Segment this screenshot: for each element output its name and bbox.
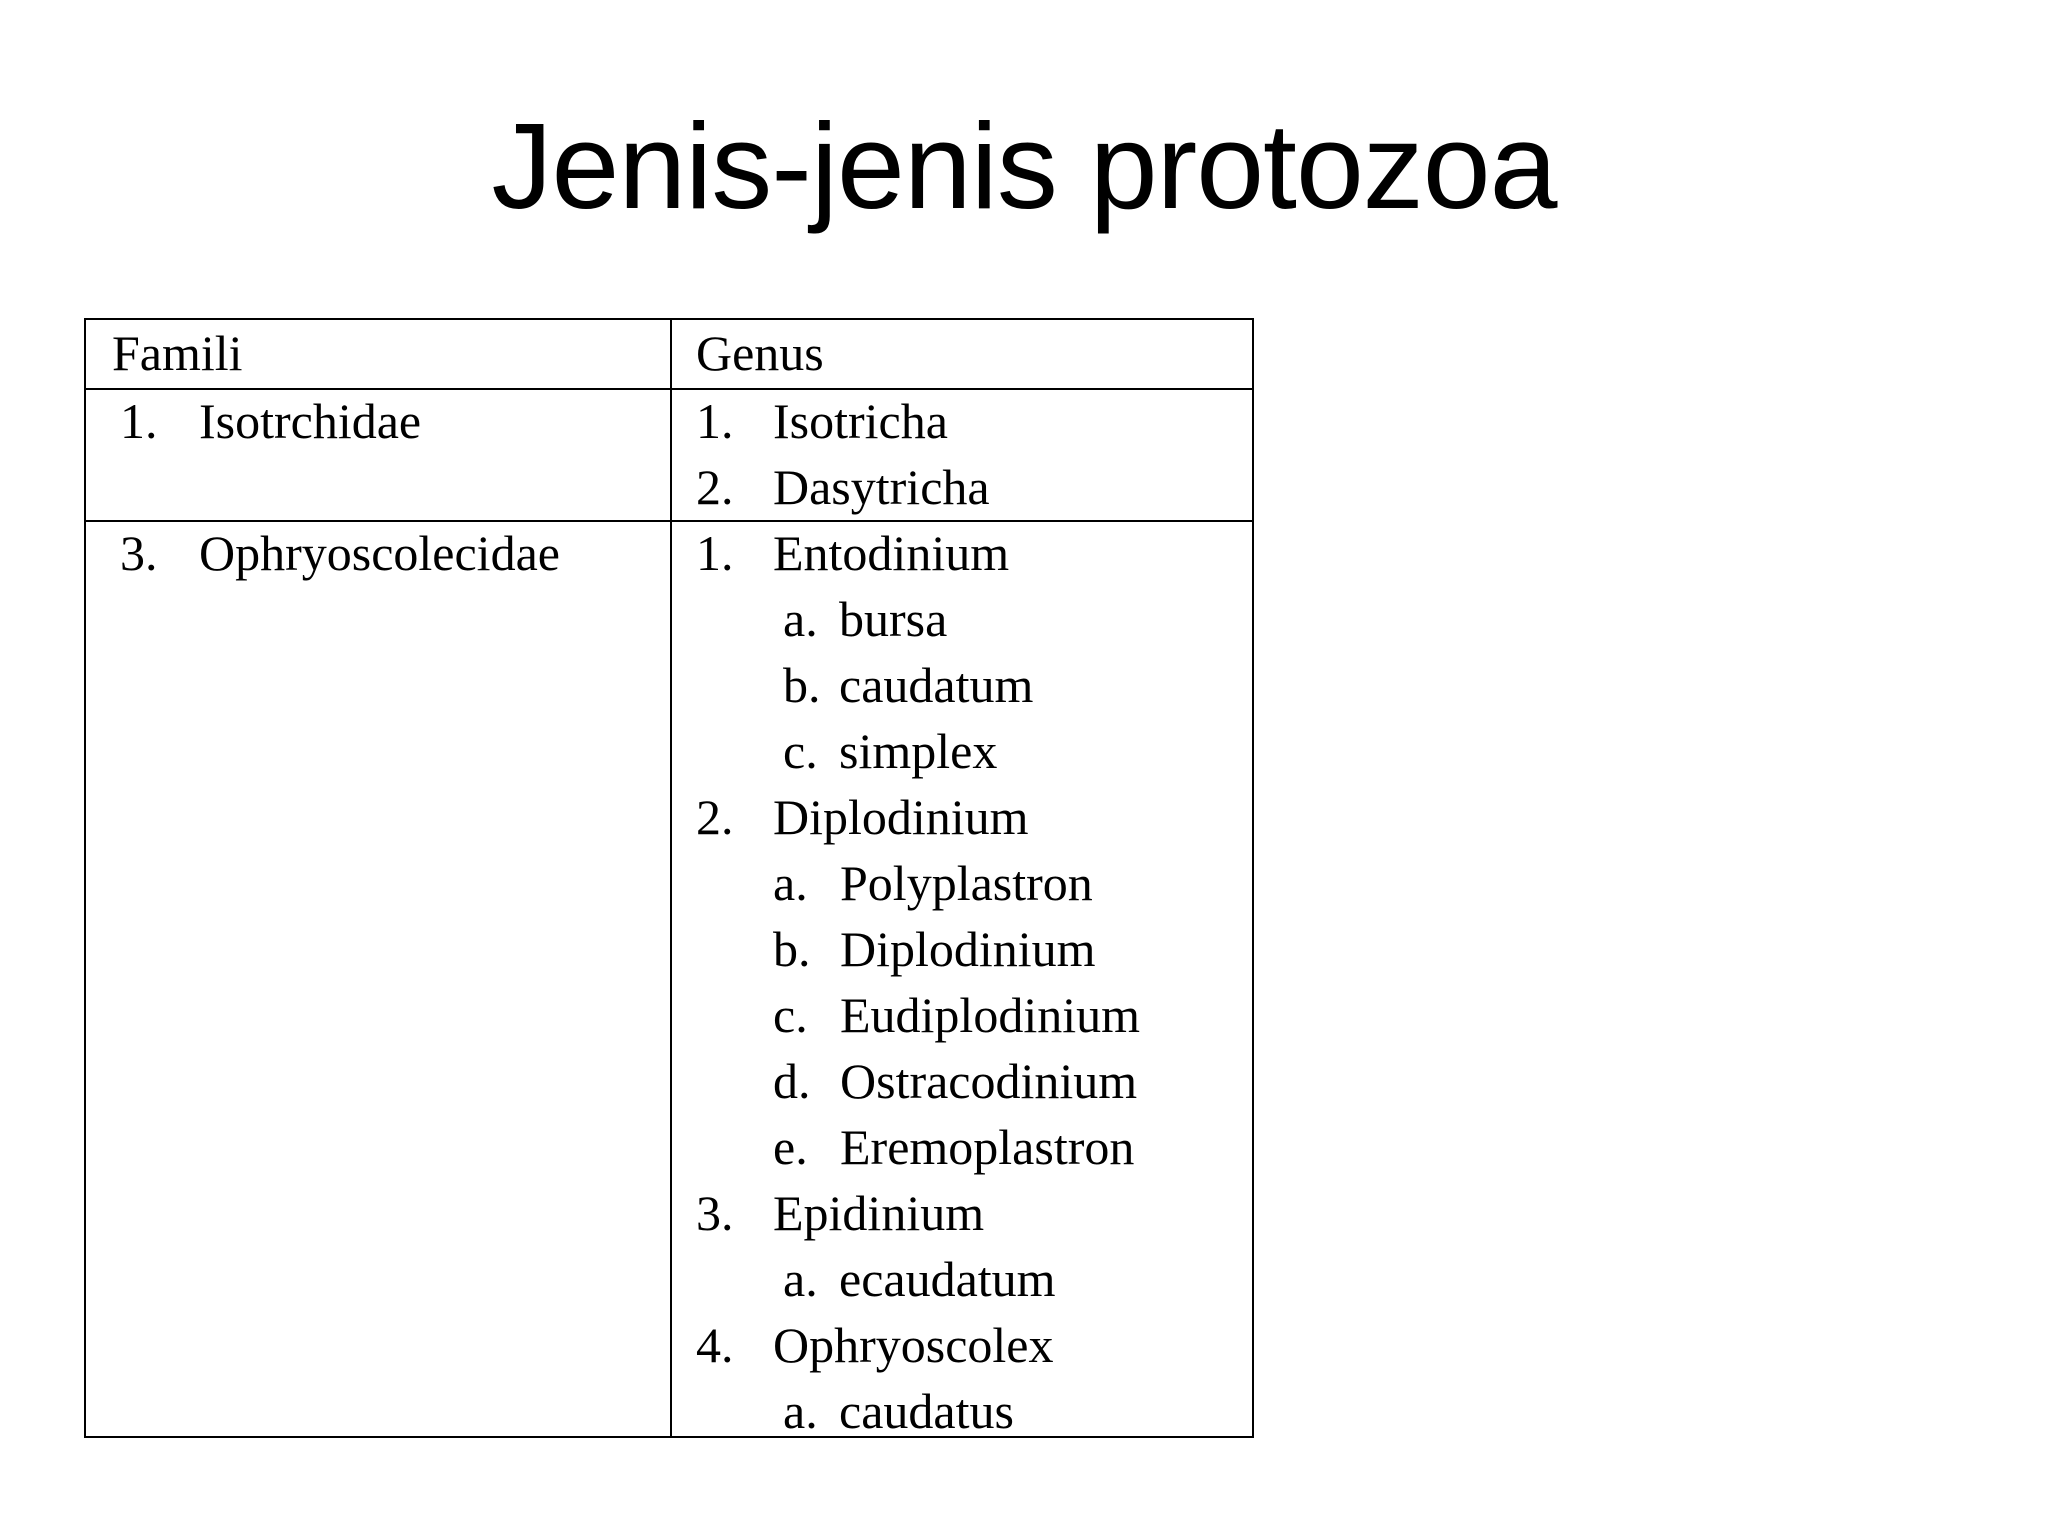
genus-name: Diplodinium (773, 789, 1029, 845)
species-name: Eremoplastron (840, 1119, 1135, 1175)
species-marker: a. (783, 1251, 818, 1307)
species-name: Ostracodinium (840, 1053, 1138, 1109)
famili-name: Ophryoscolecidae (199, 525, 560, 581)
genus-marker: 2. (696, 459, 734, 515)
table-row (86, 520, 1252, 1439)
famili-marker: 3. (120, 525, 158, 581)
genus-marker: 4. (696, 1317, 734, 1373)
genus-marker: 1. (696, 393, 734, 449)
species-marker: a. (783, 1383, 818, 1439)
species-marker: c. (773, 987, 808, 1043)
species-marker: c. (783, 723, 818, 779)
header-genus: Genus (696, 325, 824, 381)
species-name: Polyplastron (840, 855, 1093, 911)
species-marker: b. (773, 921, 811, 977)
slide-title: Jenis-jenis protozoa (491, 98, 1557, 234)
species-name: ecaudatum (839, 1251, 1056, 1307)
table-row (86, 388, 1252, 522)
genus-name: Entodinium (773, 525, 1010, 581)
genus-name: Dasytricha (773, 459, 990, 515)
species-marker: a. (773, 855, 808, 911)
famili-marker: 1. (120, 393, 158, 449)
species-name: Eudiplodinium (840, 987, 1140, 1043)
genus-name: Epidinium (773, 1185, 985, 1241)
species-name: caudatum (839, 657, 1034, 713)
species-marker: a. (783, 591, 818, 647)
species-marker: e. (773, 1119, 808, 1175)
genus-name: Ophryoscolex (773, 1317, 1054, 1373)
species-name: simplex (839, 723, 998, 779)
famili-name: Isotrchidae (199, 393, 422, 449)
species-marker: d. (773, 1053, 811, 1109)
genus-name: Isotricha (773, 393, 948, 449)
species-name: bursa (839, 591, 948, 647)
species-marker: b. (783, 657, 821, 713)
genus-marker: 2. (696, 789, 734, 845)
table-header-row (86, 320, 1252, 390)
genus-marker: 3. (696, 1185, 734, 1241)
header-famili: Famili (112, 325, 243, 381)
genus-marker: 1. (696, 525, 734, 581)
species-name: caudatus (839, 1383, 1014, 1439)
species-name: Diplodinium (840, 921, 1096, 977)
protozoa-table (84, 318, 1254, 1438)
